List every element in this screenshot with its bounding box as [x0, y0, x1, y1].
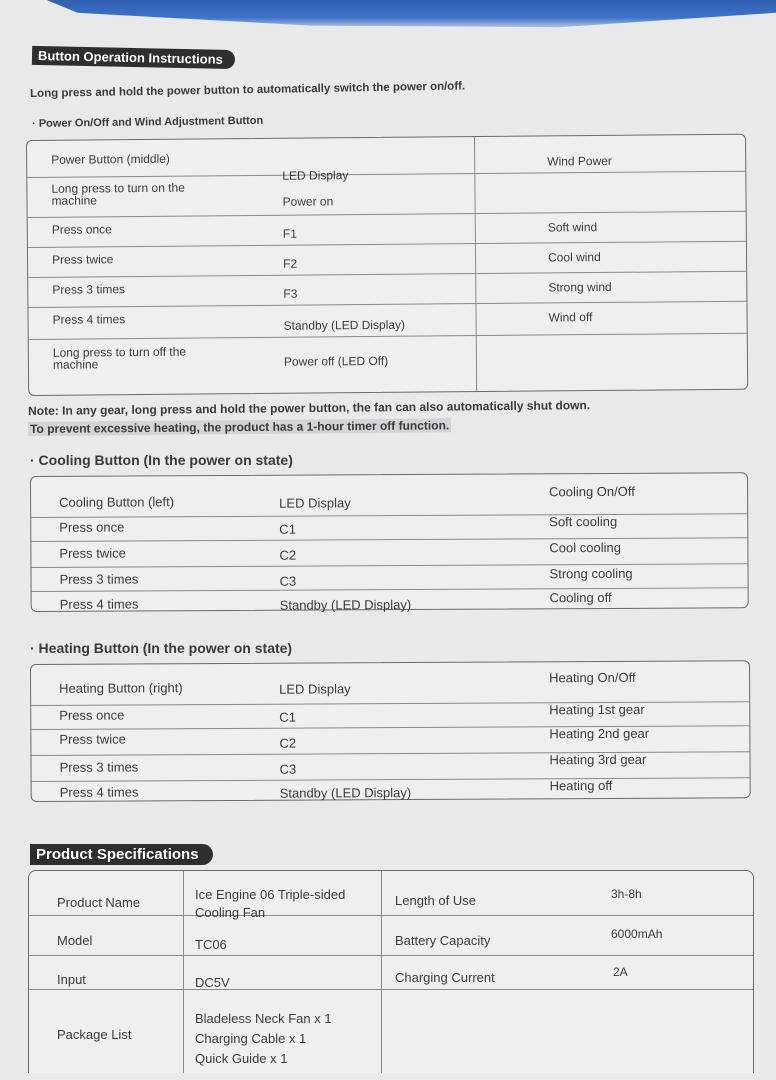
table-cell: Press once	[59, 707, 125, 723]
section-badge-product-specifications: Product Specifications	[30, 844, 213, 865]
table-row	[32, 777, 750, 801]
spec-label: Charging Current	[395, 970, 495, 985]
power-section-title: · Power On/Off and Wind Adjustment Button	[32, 114, 264, 130]
table-header: LED Display	[279, 495, 351, 511]
cooling-table	[30, 472, 749, 612]
table-cell: C1	[279, 709, 296, 725]
table-cell: C2	[279, 735, 297, 751]
table-cell: Heating 3rd gear	[549, 751, 647, 768]
spec-label: Length of Use	[395, 893, 476, 908]
table-cell: Strong cooling	[549, 565, 633, 582]
table-cell: Press 4 times	[52, 312, 126, 327]
table-cell: F2	[283, 256, 298, 271]
table-cell: Wind off	[548, 310, 593, 325]
table-cell: Cool cooling	[549, 539, 621, 556]
table-header: Heating On/Off	[549, 669, 636, 686]
spec-label: Model	[57, 933, 93, 948]
table-cell: Press twice	[59, 731, 126, 747]
table-cell: Press 3 times	[52, 282, 126, 297]
table-header: Cooling On/Off	[549, 483, 635, 500]
table-cell: Strong wind	[548, 279, 612, 295]
cooling-section-title: · Cooling Button (In the power on state)	[30, 452, 293, 468]
note-line-2: To prevent excessive heating, the product has a 1-hour timer off function.	[29, 418, 450, 436]
table-row	[29, 333, 747, 393]
table-cell: Standby (LED Display)	[279, 785, 412, 801]
table-row	[29, 871, 753, 920]
table-row	[31, 661, 749, 706]
table-cell: Press 4 times	[59, 784, 139, 800]
table-cell: Cooling off	[549, 589, 612, 606]
table-cell: C2	[279, 547, 297, 563]
section-badge-button-operation: Button Operation Instructions	[32, 46, 235, 69]
spec-value: TC06	[195, 937, 227, 952]
table-cell: Press 3 times	[59, 571, 139, 587]
spec-value: 2A	[613, 965, 628, 979]
table-header: Cooling Button (left)	[59, 494, 175, 510]
table-row	[29, 989, 753, 1073]
table-cell: C3	[279, 573, 297, 589]
table-row	[29, 915, 753, 956]
spec-label: Input	[57, 972, 86, 987]
table-cell: Power on	[282, 194, 334, 209]
intro-line: Long press and hold the power button to automatically switch the power on/off.	[30, 80, 466, 100]
list-item: Charging Cable x 1	[195, 1031, 307, 1046]
table-cell: Standby (LED Display)	[283, 317, 406, 333]
table-cell: Press once	[59, 519, 125, 535]
table-cell: Heating 2nd gear	[549, 725, 650, 742]
table-header: Power Button (middle)	[51, 151, 170, 167]
spec-value: DC5V	[195, 975, 230, 990]
table-cell: F1	[282, 226, 297, 241]
spec-value: 6000mAh	[611, 927, 663, 941]
table-cell: F3	[283, 286, 298, 301]
table-row	[29, 955, 753, 990]
specifications-table	[28, 870, 754, 1073]
table-cell: Press twice	[59, 545, 126, 561]
power-table	[26, 134, 748, 396]
heating-table	[30, 660, 751, 802]
table-cell: Press twice	[51, 252, 114, 267]
spec-value: Cooling Fan	[195, 905, 266, 920]
note-line-1: Note: In any gear, long press and hold the power button, the fan can also automatically shut down.	[28, 398, 591, 418]
heating-section-title: · Heating Button (In the power on state)	[30, 640, 293, 656]
table-cell: Long press to turn on the machine	[51, 180, 185, 208]
table-cell: C3	[279, 761, 297, 777]
table-cell: Heating off	[549, 777, 613, 794]
table-header: LED Display	[282, 168, 349, 183]
list-item: Bladeless Neck Fan x 1	[195, 1011, 332, 1026]
table-cell: Cool wind	[547, 249, 601, 265]
spec-value: 3h-8h	[611, 887, 642, 901]
table-cell: Press 3 times	[59, 759, 139, 775]
table-cell: Press 4 times	[59, 596, 139, 612]
table-cell: Long press to turn off the machine	[52, 344, 187, 372]
table-header: Wind Power	[547, 153, 612, 169]
table-cell: Soft cooling	[549, 513, 618, 530]
table-row	[31, 473, 747, 518]
table-cell: C1	[279, 521, 296, 537]
table-cell: Press once	[51, 222, 112, 237]
spec-value: Ice Engine 06 Triple-sided	[195, 887, 346, 902]
table-cell: Power off (LED Off)	[283, 353, 389, 369]
list-item: Quick Guide x 1	[195, 1051, 288, 1066]
spec-label: Product Name	[57, 895, 141, 910]
top-color-band	[0, 0, 776, 32]
spec-label: Battery Capacity	[395, 933, 491, 948]
spec-label: Package List	[57, 1027, 132, 1042]
table-header: Heating Button (right)	[59, 680, 183, 696]
table-header: LED Display	[279, 681, 351, 697]
table-cell: Standby (LED Display)	[279, 597, 412, 613]
table-row	[32, 587, 748, 611]
table-cell: Heating 1st gear	[549, 701, 645, 718]
table-cell: Soft wind	[547, 220, 598, 235]
